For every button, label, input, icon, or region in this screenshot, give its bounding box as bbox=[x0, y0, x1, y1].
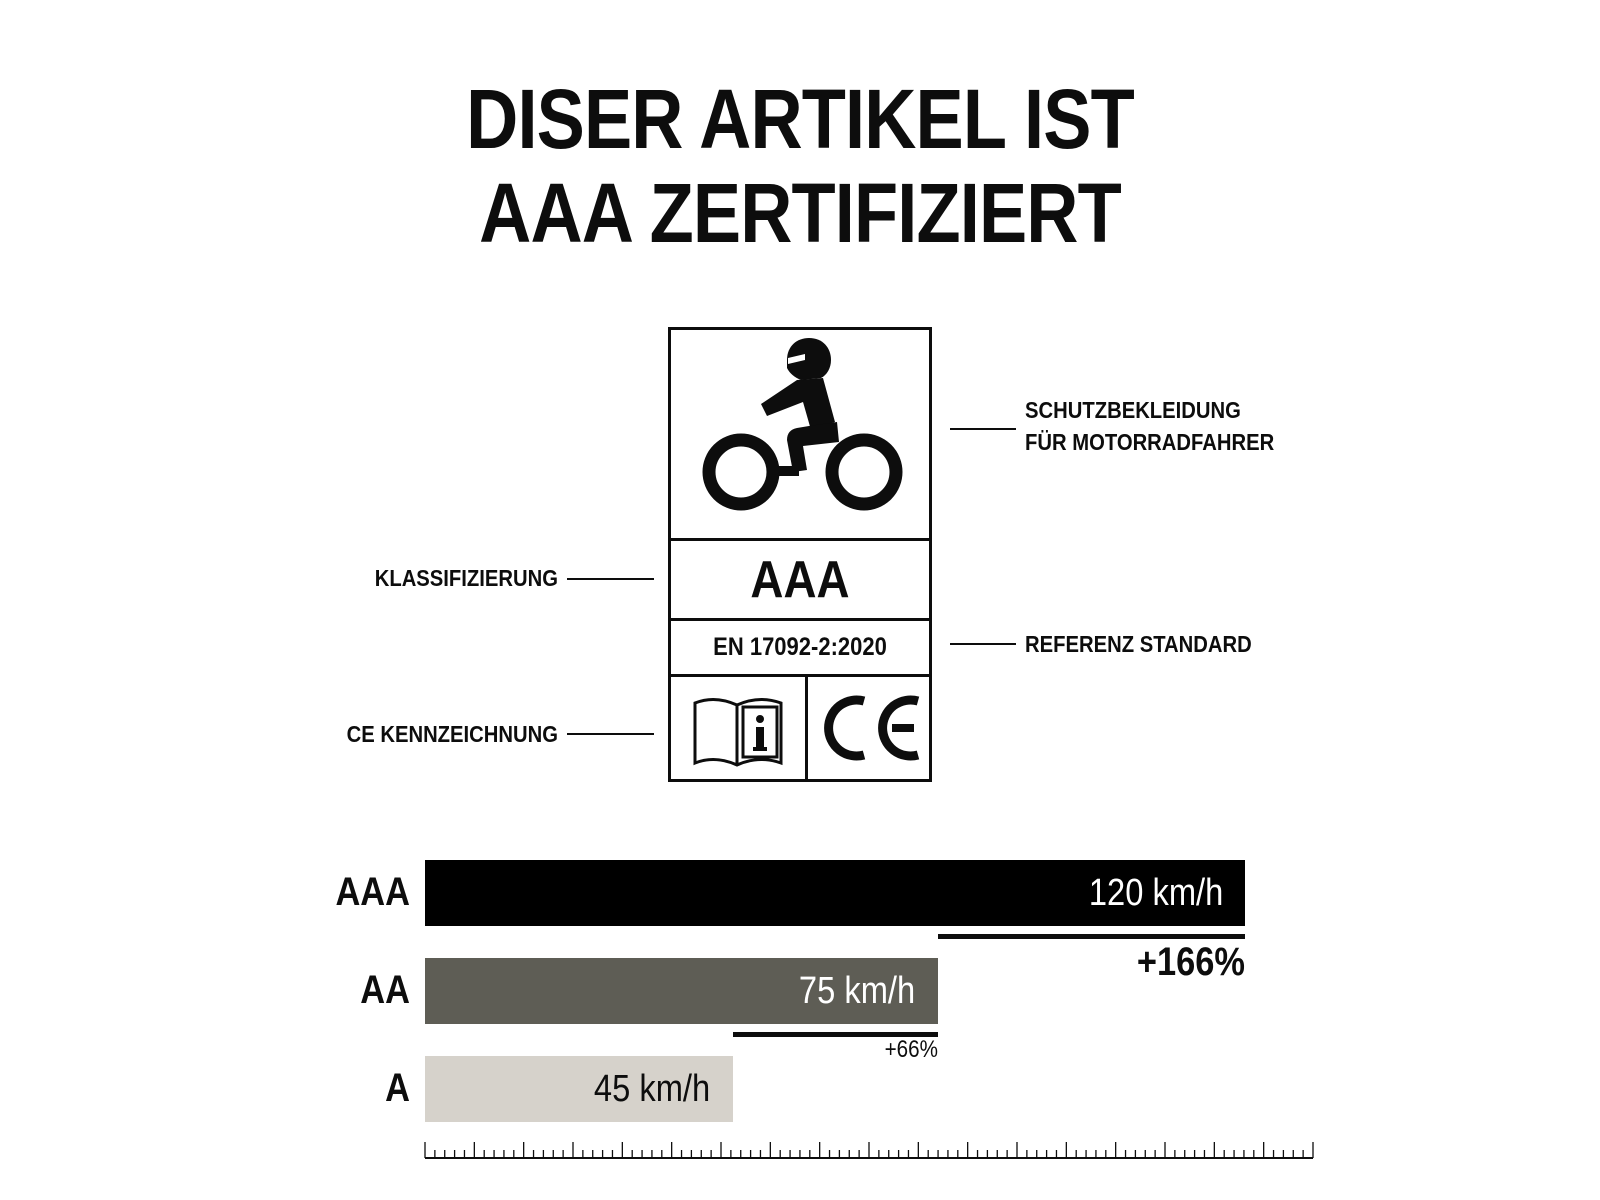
title-line-1: DISER ARTIKEL IST bbox=[466, 72, 1134, 166]
info-manual-icon bbox=[671, 677, 805, 779]
motorcycle-rider-icon bbox=[671, 330, 929, 538]
bar-aa bbox=[425, 958, 938, 1024]
page-title bbox=[112, 72, 1488, 260]
difference-label-a-aa: +66% bbox=[884, 1036, 938, 1063]
difference-label-aa-aaa: +166% bbox=[1136, 940, 1245, 984]
protective-leader-line bbox=[950, 428, 1016, 430]
category-label-a: A bbox=[385, 1066, 410, 1110]
bar-a bbox=[425, 1056, 733, 1122]
label-classification: AAA bbox=[750, 551, 850, 609]
reference-standard-callout: REFERENZ STANDARD bbox=[1025, 631, 1252, 657]
protective-line-1: SCHUTZBEKLEIDUNG bbox=[1025, 397, 1241, 423]
bar-value-label-aaa: 120 km/h bbox=[1088, 872, 1223, 914]
ce-leader-line bbox=[567, 733, 654, 735]
label-classification-row bbox=[671, 541, 929, 621]
difference-line-aa-aaa bbox=[938, 934, 1246, 939]
bar-aaa bbox=[425, 860, 1245, 926]
ce-callout: CE KENNZEICHNUNG bbox=[346, 721, 558, 747]
label-standard-row bbox=[671, 621, 929, 677]
classification-leader-line bbox=[567, 578, 654, 580]
category-label-aaa: AAA bbox=[335, 870, 410, 914]
category-label-aa: AA bbox=[360, 968, 410, 1012]
label-bottom-row bbox=[671, 677, 929, 779]
reference-leader-line bbox=[950, 643, 1016, 645]
certification-label bbox=[668, 327, 932, 782]
title-line-2: AAA ZERTIFIZIERT bbox=[479, 166, 1121, 260]
protective-clothing-callout bbox=[1025, 394, 1274, 458]
ce-mark-icon bbox=[808, 677, 932, 779]
bar-value-label-a: 45 km/h bbox=[594, 1068, 711, 1110]
label-pictogram-row bbox=[671, 330, 929, 541]
classification-callout: KLASSIFIZIERUNG bbox=[374, 565, 558, 591]
label-standard: EN 17092-2:2020 bbox=[713, 633, 887, 661]
bar-value-label-aa: 75 km/h bbox=[799, 970, 916, 1012]
protective-line-2: FÜR MOTORRADFAHRER bbox=[1025, 429, 1275, 455]
